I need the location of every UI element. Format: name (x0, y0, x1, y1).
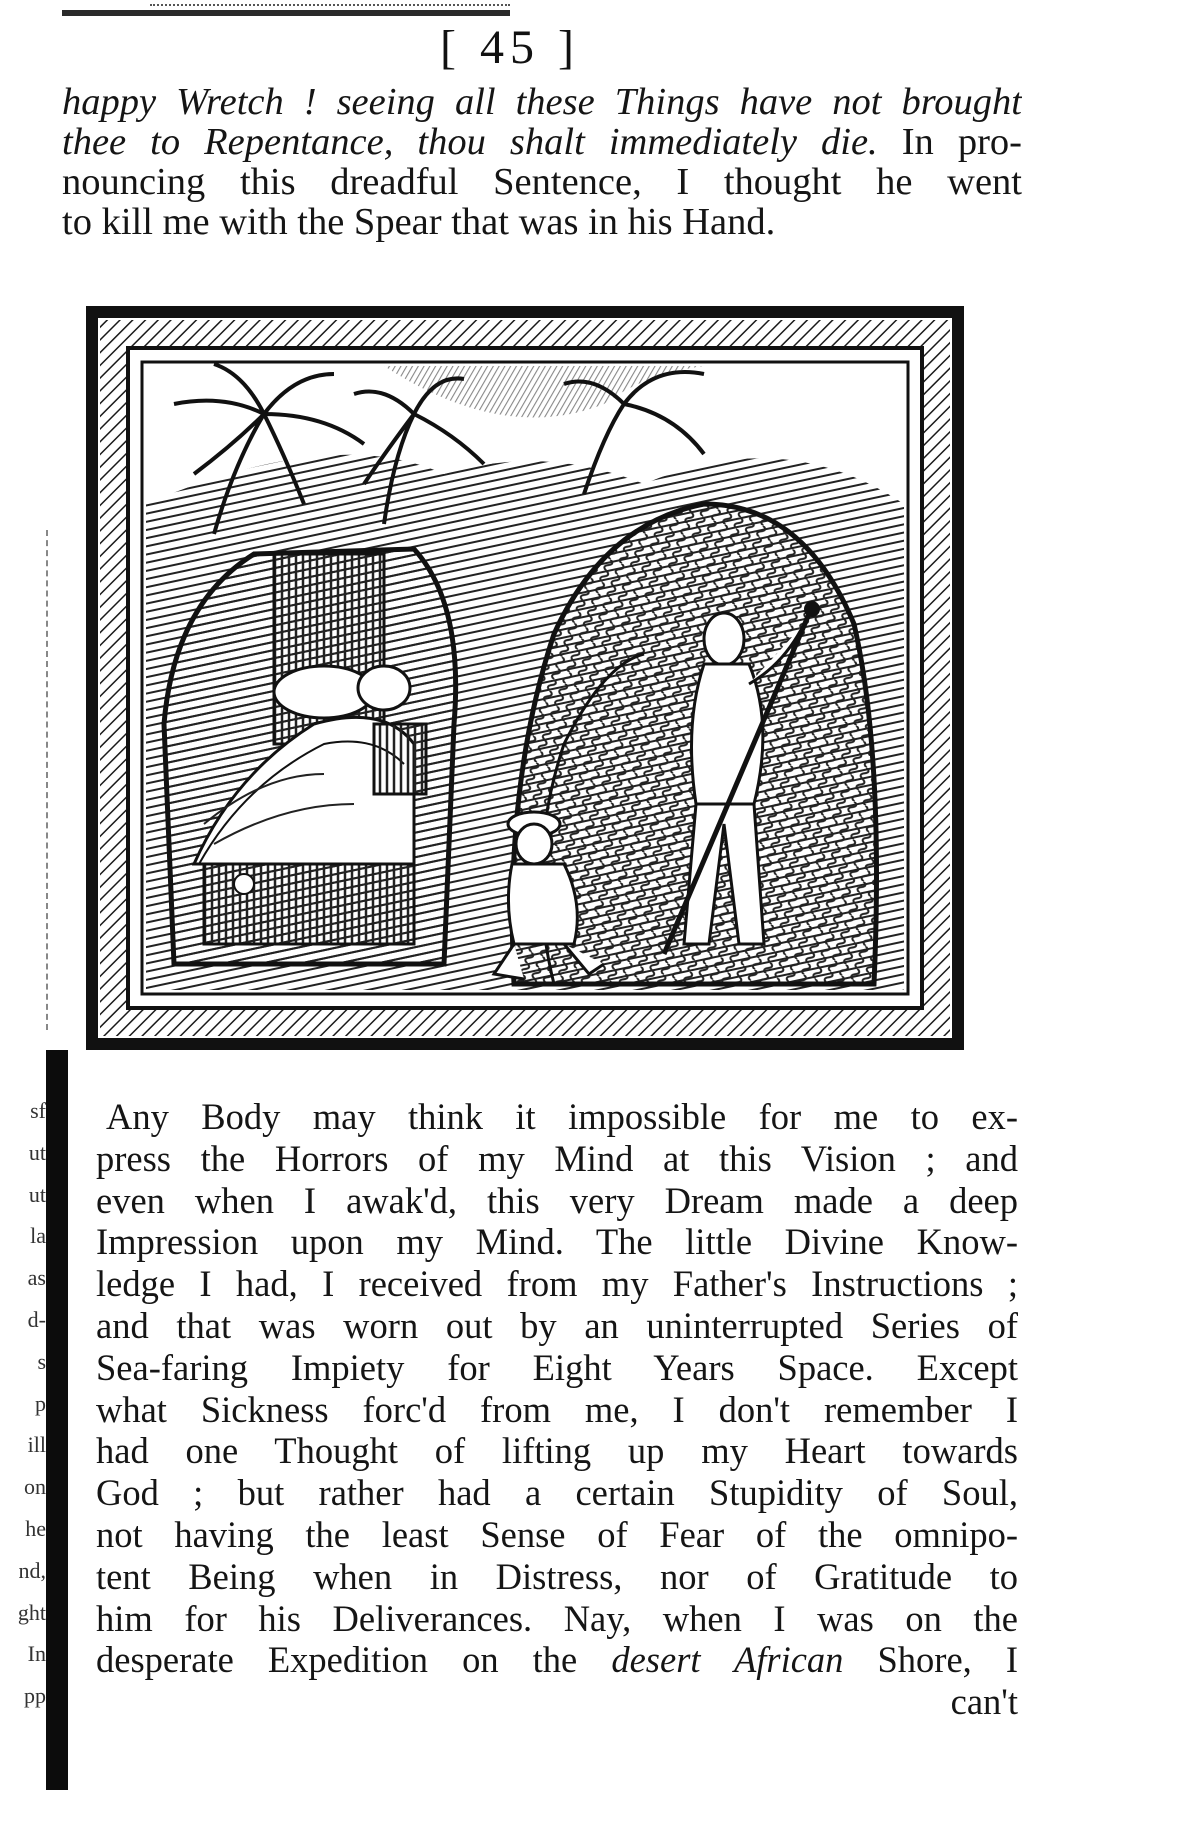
left-margin-ticks (46, 530, 54, 1030)
main-line: even when I awak'd, this very Dream made a deep (96, 1179, 1018, 1221)
bleed-fragment: d- (27, 1306, 46, 1332)
bleed-fragment: ill (27, 1432, 46, 1458)
main-line-last (96, 1639, 1018, 1681)
top-line-3: nouncing this dreadful Sentence, I thought he went (62, 162, 1022, 202)
top-line-2-italic: thee to Repentance, thou shalt immediately die. (62, 122, 878, 162)
bleed-fragment: sf (30, 1098, 46, 1123)
top-line-2-roman: In pro- (877, 122, 1022, 162)
main-line: and that was worn out by an uninterrupted Series of (96, 1304, 1018, 1346)
bleed-fragment: he (25, 1515, 46, 1541)
main-line: him for his Deliverances. Nay, when I was on the (96, 1597, 1018, 1639)
main-line: Any Body may think it impossible for me to ex- (106, 1096, 1018, 1137)
bleed-fragment: In (27, 1641, 46, 1667)
main-line: Impression upon my Mind. The little Divine Know- (96, 1221, 1018, 1263)
top-rule-dots (150, 4, 510, 10)
main-line: not having the least Sense of Fear of the omnipo- (96, 1513, 1018, 1555)
main-line: tent Being when in Distress, nor of Gratitude to (96, 1555, 1018, 1597)
bleed-fragment: nd, (18, 1557, 46, 1583)
page-number: [ 45 ] (440, 21, 580, 74)
bleed-fragment: ght (17, 1599, 46, 1625)
bleed-fragment: la (30, 1223, 46, 1249)
woodcut-illustration (84, 304, 966, 1052)
main-line: what Sickness forc'd from me, I don't remember I (96, 1388, 1018, 1430)
bleed-fragment: p (35, 1390, 46, 1416)
main-line: Sea-faring Impiety for Eight Years Space. Except (96, 1346, 1018, 1388)
last-line-italic: desert African (611, 1639, 844, 1681)
main-line: God ; but rather had a certain Stupidity of Soul, (96, 1472, 1018, 1514)
main-paragraph (96, 1096, 1018, 1723)
bleed-fragment: ut (28, 1139, 46, 1165)
top-paragraph (62, 82, 1022, 242)
main-line: had one Thought of lifting up my Heart towards (96, 1430, 1018, 1472)
bleed-fragment: as (27, 1265, 46, 1291)
bleed-through-fragments (0, 1090, 46, 1790)
page-gutter-edge (46, 1050, 68, 1790)
top-line-1: happy Wretch ! seeing all these Things have not brought (62, 82, 1022, 122)
bleed-fragment: pp (24, 1683, 46, 1709)
last-line-roman-2: Shore, I (843, 1639, 1018, 1681)
bleed-fragment: s (37, 1348, 46, 1374)
main-line: ledge I had, I received from my Father's Instructions ; (96, 1263, 1018, 1305)
top-rule (62, 10, 510, 16)
top-line-2 (62, 122, 1022, 162)
main-line: press the Horrors of my Mind at this Vision ; and (96, 1137, 1018, 1179)
bleed-fragment: on (24, 1474, 46, 1500)
top-line-4: to kill me with the Spear that was in his Hand. (62, 202, 776, 242)
catchword: can't (950, 1681, 1018, 1723)
bleed-fragment: ut (28, 1181, 46, 1207)
last-line-roman-1: desperate Expedition on the (96, 1639, 612, 1681)
woodcut-scene (146, 364, 904, 990)
